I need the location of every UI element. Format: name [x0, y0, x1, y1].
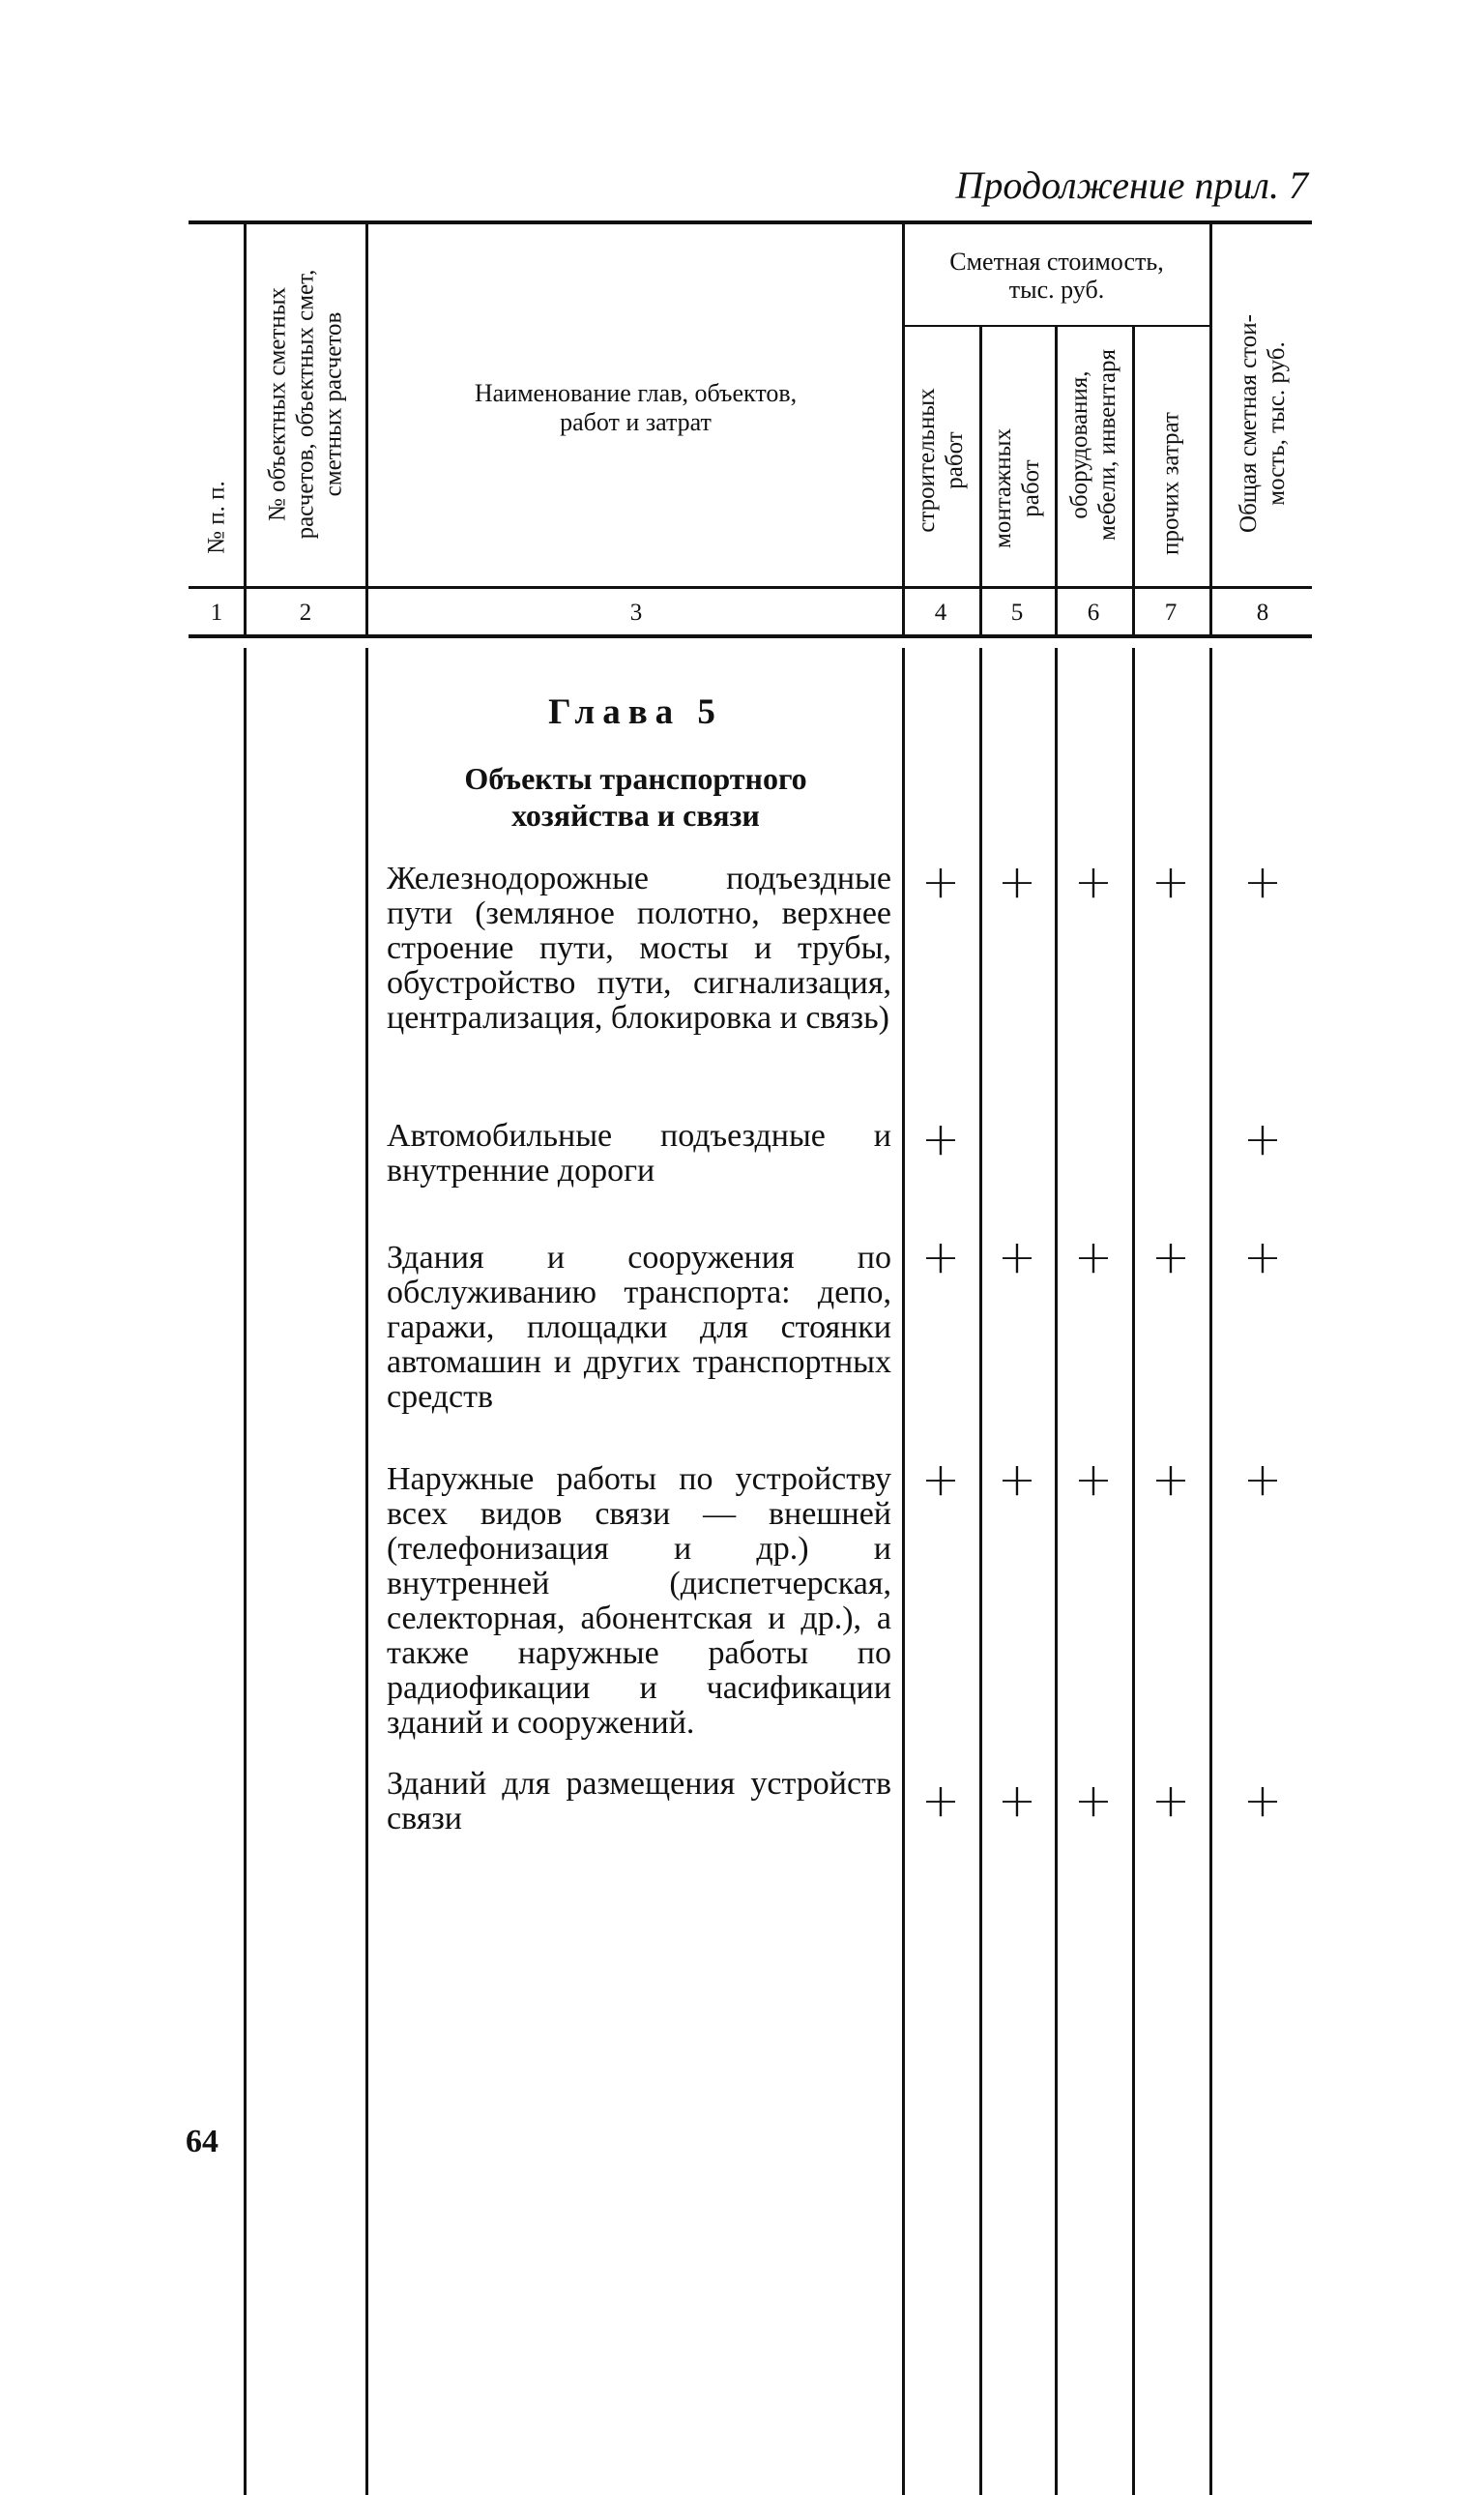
col-divider-13 [1209, 220, 1212, 638]
col-divider-14 [1209, 648, 1212, 2495]
plus-mark: + [1242, 1453, 1283, 1507]
plus-mark: + [1073, 1230, 1114, 1284]
plus-mark: + [1073, 1453, 1114, 1507]
col-divider-7 [979, 325, 982, 638]
column-number-8: 8 [1256, 600, 1269, 626]
col-divider-10 [1055, 648, 1058, 2495]
plus-mark: + [1073, 855, 1114, 909]
column-number-3: 3 [629, 600, 643, 626]
entry-railway: Железнодорожные подъездные пути (земляное полотно, верхнее строение пути, мосты и трубы, обустройство пути, сигнализация, централизация, блокировка и связь) [387, 861, 891, 1036]
table-top-rule [189, 220, 1312, 224]
column-number-5: 5 [1010, 600, 1024, 626]
plus-mark: + [1242, 1774, 1283, 1828]
col-divider-6 [902, 648, 905, 2495]
plus-mark: + [920, 1112, 961, 1166]
plus-mark: + [997, 1230, 1037, 1284]
entry-roads: Автомобильные подъездные и внутренние дороги [387, 1118, 891, 1189]
column-number-2: 2 [299, 600, 312, 626]
plus-mark: + [1242, 1112, 1283, 1166]
plus-mark: + [1150, 855, 1191, 909]
header-bottom-rule [189, 586, 1312, 589]
header-col5: монтажных работ [990, 428, 1044, 548]
plus-mark: + [920, 1230, 961, 1284]
page-number: 64 [186, 2124, 218, 2159]
section-title: Объекты транспортного хозяйства и связи [464, 761, 807, 833]
plus-mark: + [1073, 1774, 1114, 1828]
plus-mark: + [920, 855, 961, 909]
entry-communication-works: Наружные работы по устройству всех видов связи — внешней (телефонизация и др.) и внутренней (диспетчерская, селекторная, абонентская и др.), а также наружные работы по радиофикации и часификации зданий и сооружений. [387, 1461, 891, 1741]
plus-mark: + [1150, 1774, 1191, 1828]
plus-mark: + [1242, 855, 1283, 909]
column-number-6: 6 [1087, 600, 1100, 626]
header-estimate-group: Сметная стоимость, тыс. руб. [949, 248, 1164, 304]
header-col7: прочих затрат [1157, 412, 1184, 555]
col-divider-2 [244, 648, 247, 2495]
number-row-bottom-rule [189, 634, 1312, 638]
header-col2: № объектных сметных расчетов, объектных смет, сметных расчетов [264, 269, 347, 540]
col-divider-12 [1132, 648, 1135, 2495]
header-col8: Общая сметная стои- мость, тыс. руб. [1236, 314, 1290, 533]
col-divider-4 [365, 648, 368, 2495]
header-col3: Наименование глав, объектов, работ и затрат [474, 379, 798, 436]
col-divider-1 [244, 220, 247, 638]
column-number-7: 7 [1164, 600, 1178, 626]
plus-mark: + [1242, 1230, 1283, 1284]
col-divider-11 [1132, 325, 1135, 638]
plus-mark: + [997, 1774, 1037, 1828]
col-divider-9 [1055, 325, 1058, 638]
plus-mark: + [997, 1453, 1037, 1507]
plus-mark: + [1150, 1230, 1191, 1284]
entry-transport-buildings: Здания и сооружения по обслуживанию транспорта: депо, гаражи, площадки для стоянки автомашин и других транспортных средств [387, 1240, 891, 1415]
column-number-4: 4 [934, 600, 947, 626]
column-number-1: 1 [210, 600, 223, 626]
header-col4: строительных работ [914, 388, 968, 533]
plus-mark: + [920, 1774, 961, 1828]
header-col1: № п. п. [203, 481, 230, 554]
entry-communication-buildings: Зданий для размещения устройств связи [387, 1766, 891, 1836]
col-divider-8 [979, 648, 982, 2495]
chapter-title: Глава 5 [548, 692, 723, 732]
page-caption: Продолжение прил. 7 [955, 163, 1308, 207]
plus-mark: + [920, 1453, 961, 1507]
plus-mark: + [997, 855, 1037, 909]
plus-mark: + [1150, 1453, 1191, 1507]
header-col6: оборудования, мебели, инвентаря [1066, 349, 1120, 541]
